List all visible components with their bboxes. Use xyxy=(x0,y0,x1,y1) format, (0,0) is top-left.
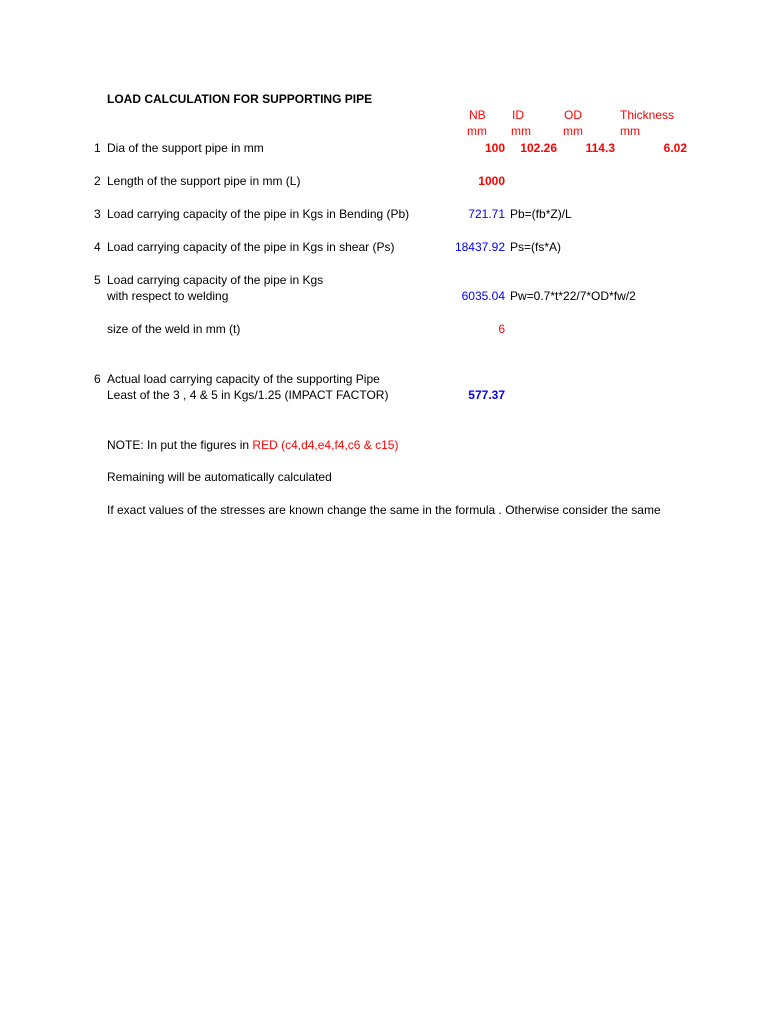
row-number: 3 xyxy=(94,207,101,221)
welding-capacity-value: 6035.04 xyxy=(461,289,505,303)
actual-capacity-value: 577.37 xyxy=(468,388,505,402)
note-red-cells: RED (c4,d4,e4,f4,c6 & c15) xyxy=(252,438,399,452)
row-label-welding-line1: Load carrying capacity of the pipe in Kgs xyxy=(107,273,324,287)
row-number: 5 xyxy=(94,273,101,287)
row-label-shear: Load carrying capacity of the pipe in Kgs in shear (Ps) xyxy=(107,240,395,254)
bending-formula: Pb=(fb*Z)/L xyxy=(510,207,572,221)
header-od: OD xyxy=(564,108,582,122)
page-title: LOAD CALCULATION FOR SUPPORTING PIPE xyxy=(107,92,373,106)
header-id: ID xyxy=(512,108,524,122)
header-nb-unit: mm xyxy=(467,124,487,138)
input-od-value[interactable]: 114.3 xyxy=(585,141,615,155)
row-label-actual-capacity-line1: Actual load carrying capacity of the supporting Pipe xyxy=(107,372,380,386)
input-length-value[interactable]: 1000 xyxy=(478,174,505,188)
row-number: 1 xyxy=(94,141,101,155)
note-stresses: If exact values of the stresses are known change the same in the formula . Otherwise consider the same xyxy=(107,503,661,517)
note-prefix: NOTE: In put the figures in xyxy=(107,438,253,452)
row-number: 4 xyxy=(94,240,101,254)
row-label-actual-capacity-line2: Least of the 3 , 4 & 5 in Kgs/1.25 (IMPACT FACTOR) xyxy=(107,388,389,402)
row-label-welding-line2: with respect to welding xyxy=(107,289,229,303)
row-label-pipe-dia: Dia of the support pipe in mm xyxy=(107,141,264,155)
shear-capacity-value: 18437.92 xyxy=(454,240,505,254)
header-nb: NB xyxy=(469,108,486,122)
welding-formula: Pw=0.7*t*22/7*OD*fw/2 xyxy=(510,289,636,303)
input-nb-value[interactable]: 100 xyxy=(484,141,505,155)
row-label-bending: Load carrying capacity of the pipe in Kgs in Bending (Pb) xyxy=(107,207,410,221)
input-id-value[interactable]: 102.26 xyxy=(520,141,557,155)
shear-formula: Ps=(fs*A) xyxy=(510,240,562,254)
note-remaining: Remaining will be automatically calculated xyxy=(107,470,332,484)
input-weld-size-value[interactable]: 6 xyxy=(498,322,505,336)
input-thickness-value[interactable]: 6.02 xyxy=(663,141,687,155)
header-thickness-unit: mm xyxy=(620,124,640,138)
header-thickness: Thickness xyxy=(620,108,675,122)
header-od-unit: mm xyxy=(563,124,583,138)
row-label-weld-size: size of the weld in mm (t) xyxy=(107,322,241,336)
note-line xyxy=(107,438,398,452)
header-id-unit: mm xyxy=(511,124,531,138)
row-label-pipe-length: Length of the support pipe in mm (L) xyxy=(107,174,301,188)
bending-capacity-value: 721.71 xyxy=(468,207,505,221)
row-number: 2 xyxy=(94,174,101,188)
row-number: 6 xyxy=(94,372,101,386)
